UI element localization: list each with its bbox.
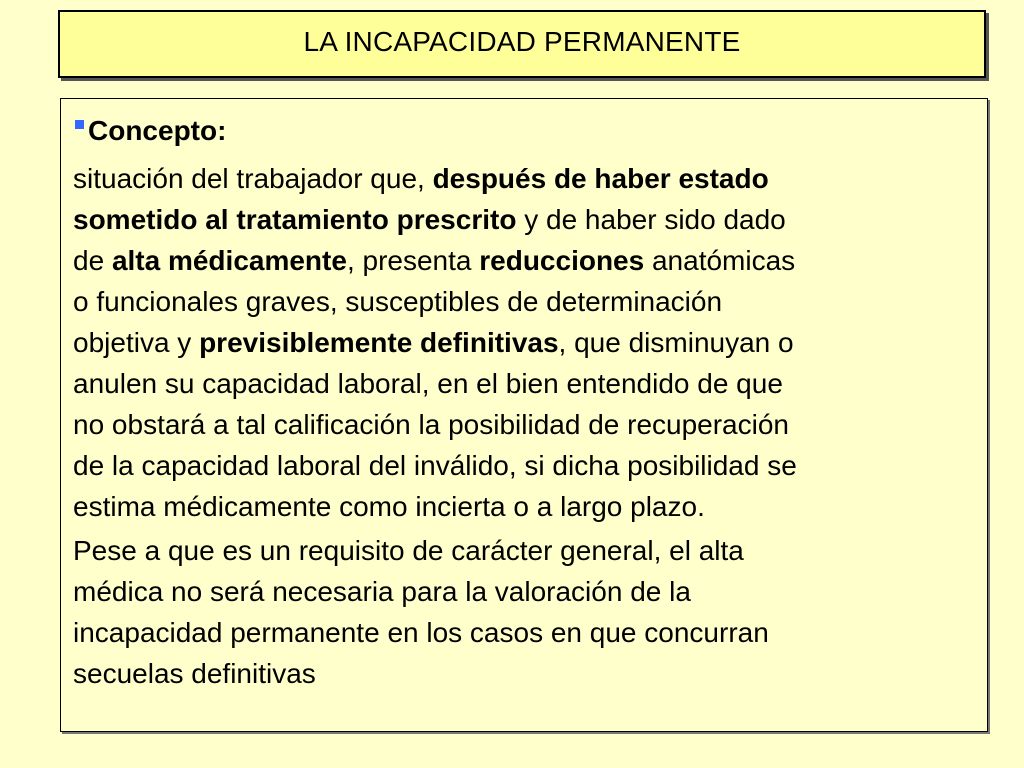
definition-paragraph-line (73, 490, 705, 524)
definition-paragraph-line (73, 244, 795, 278)
text-segment: y de haber sido dado (516, 204, 786, 235)
text-segment: o funcionales graves, susceptibles de determinación (73, 286, 723, 317)
concept-heading (75, 114, 226, 148)
text-segment: no obstará a tal calificación la posibilidad de recuperación (73, 409, 789, 440)
text-segment: anatómicas (644, 245, 796, 276)
bold-text: reducciones (479, 245, 645, 276)
text-segment: incapacidad permanente en los casos en que concurran (73, 617, 769, 648)
text-segment: estima médicamente como incierta o a largo plazo. (73, 491, 705, 522)
square-bullet-icon (75, 120, 84, 129)
text-segment: situación del trabajador que, (73, 163, 433, 194)
text-segment: de la capacidad laboral del inválido, si dicha posibilidad se (73, 450, 797, 481)
slide-title: LA INCAPACIDAD PERMANENTE (303, 26, 741, 57)
definition-paragraph-line (73, 326, 794, 360)
bold-text: después de haber estado (432, 163, 769, 194)
bold-text: previsiblemente definitivas (199, 327, 559, 358)
note-paragraph-line (73, 657, 316, 691)
definition-paragraph-line (73, 408, 789, 442)
text-segment: anulen su capacidad laboral, en el bien entendido de que (73, 368, 783, 399)
text-segment: , presenta (346, 245, 480, 276)
definition-paragraph-line (73, 449, 797, 483)
text-segment: Pese a que es un requisito de carácter general, el alta (73, 535, 744, 566)
text-segment: secuelas definitivas (73, 658, 316, 689)
definition-paragraph-line (73, 203, 786, 237)
slide-title-box (58, 10, 986, 78)
content-box (60, 98, 988, 732)
text-segment: de (73, 245, 112, 276)
text-segment: médica no será necesaria para la valoración de la (73, 576, 691, 607)
bold-text: sometido al tratamiento prescrito (73, 204, 517, 235)
definition-paragraph-line (73, 162, 769, 196)
definition-paragraph-line (73, 285, 722, 319)
text-segment: , que disminuyan o (558, 327, 794, 358)
note-paragraph-line (73, 616, 769, 650)
definition-paragraph-line (73, 367, 783, 401)
note-paragraph-line (73, 575, 691, 609)
note-paragraph-line (73, 534, 744, 568)
text-segment: objetiva y (73, 327, 200, 358)
bold-text: alta médicamente (111, 245, 347, 276)
concept-heading-text: Concepto: (88, 115, 227, 146)
